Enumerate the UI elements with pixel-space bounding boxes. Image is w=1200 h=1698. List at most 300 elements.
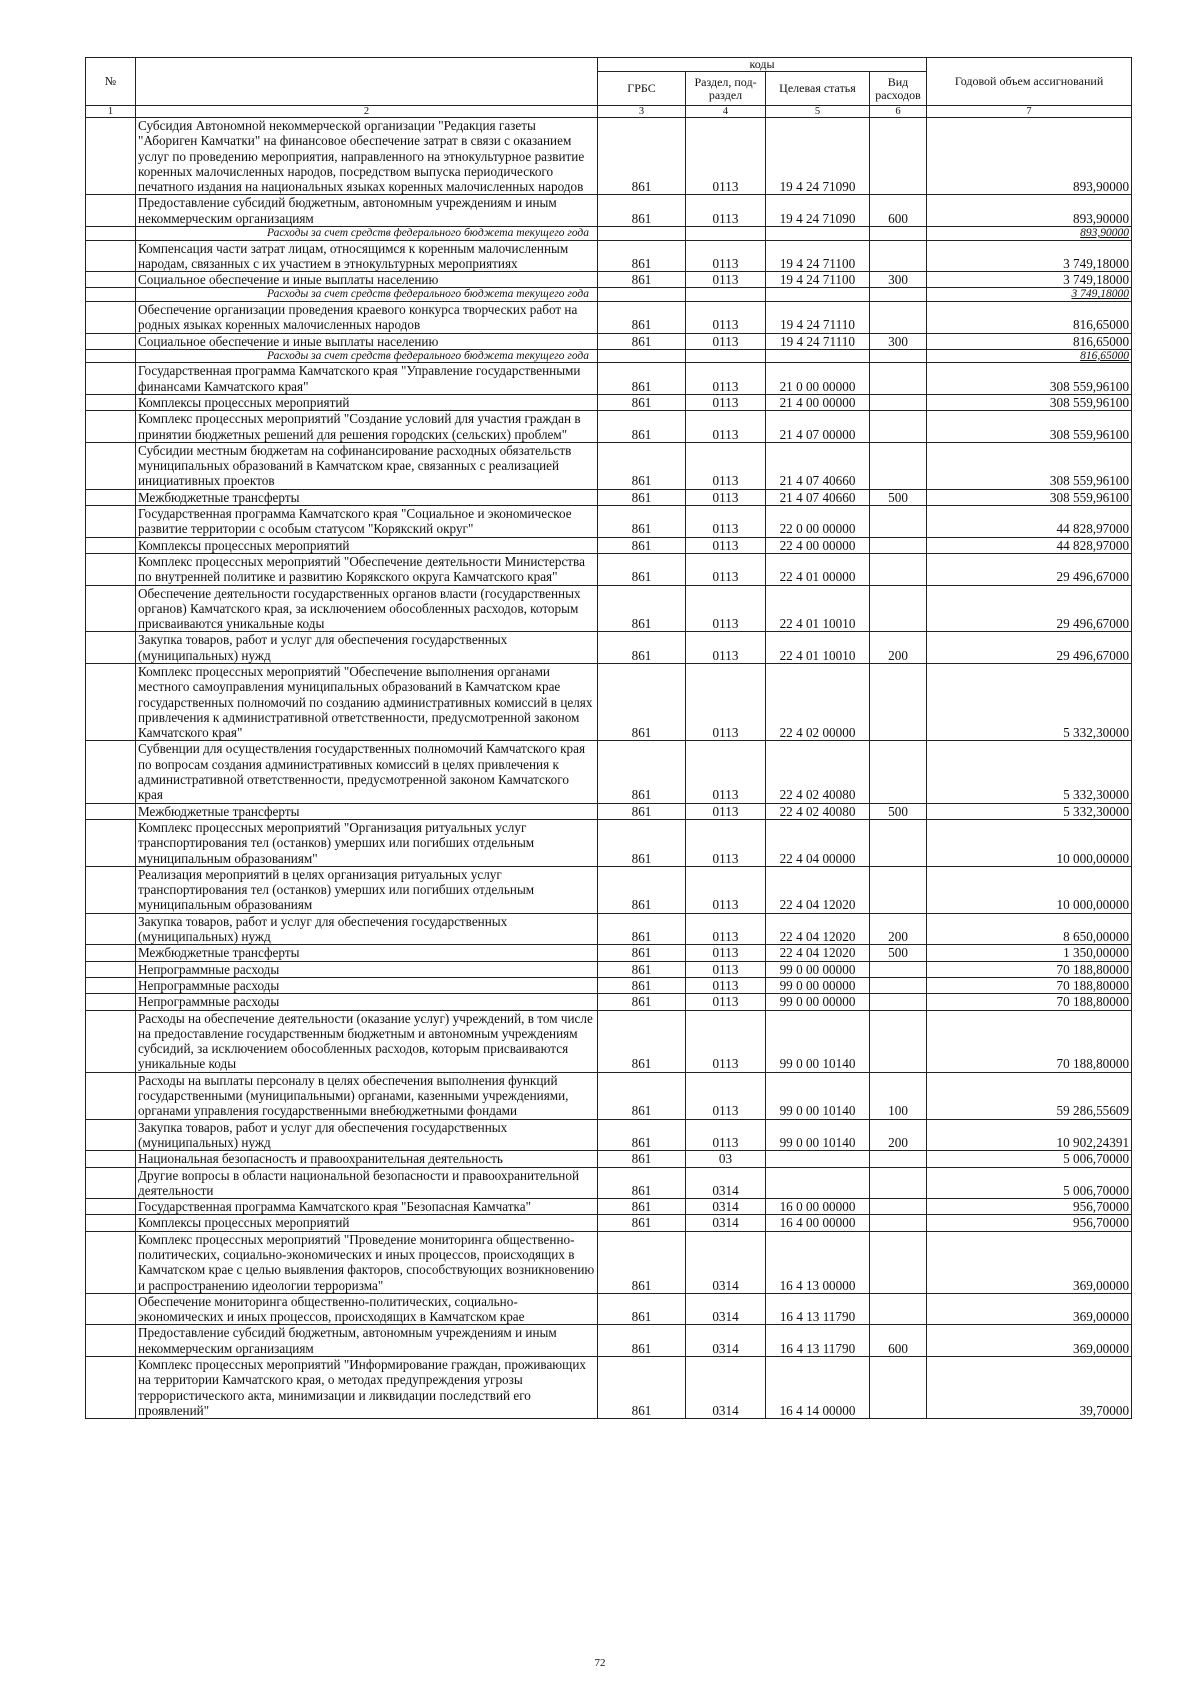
cell-grbs: 861 bbox=[598, 1199, 686, 1215]
table-row bbox=[86, 1010, 1132, 1072]
cell-amount: 369,00000 bbox=[927, 1231, 1132, 1293]
cell-grbs: 861 bbox=[598, 961, 686, 977]
cell-num bbox=[86, 1119, 136, 1151]
cell-name: Межбюджетные трансферты bbox=[136, 803, 598, 819]
budget-table bbox=[85, 57, 1132, 1419]
cell-amount: 5 332,30000 bbox=[927, 803, 1132, 819]
cell-num bbox=[86, 819, 136, 866]
cell-name: Компенсация части затрат лицам, относящимся к коренным малочисленным народам, связанных с их участием в этнокультурных мероприятиях bbox=[136, 240, 598, 272]
table-row bbox=[86, 945, 1132, 961]
cell-type bbox=[870, 977, 927, 993]
table-row bbox=[86, 1119, 1132, 1151]
cell-amount: 893,90000 bbox=[927, 227, 1132, 241]
cell-num bbox=[86, 994, 136, 1010]
cell-type: 500 bbox=[870, 803, 927, 819]
cell-name: Комплекс процессных мероприятий "Обеспечение выполнения органами местного самоуправления муниципальных образований в Камчатском крае государственных полномочий по созданию административных комиссий в целях привлечения к административной ответственности, предусмотренной законом Камчатского края" bbox=[136, 664, 598, 741]
cell-num bbox=[86, 977, 136, 993]
table-row bbox=[86, 913, 1132, 945]
cell-grbs: 861 bbox=[598, 632, 686, 664]
table-row bbox=[86, 994, 1132, 1010]
table-row bbox=[86, 537, 1132, 553]
cell-num bbox=[86, 195, 136, 227]
cell-amount: 5 006,70000 bbox=[927, 1167, 1132, 1199]
cell-num bbox=[86, 301, 136, 333]
cell-amount: 369,00000 bbox=[927, 1293, 1132, 1325]
table-row bbox=[86, 411, 1132, 443]
cell-amount: 70 188,80000 bbox=[927, 1010, 1132, 1072]
cell-target: 16 4 13 11790 bbox=[766, 1325, 870, 1357]
table-row bbox=[86, 1325, 1132, 1357]
cell-section: 0113 bbox=[686, 272, 766, 288]
cell-name: Социальное обеспечение и иные выплаты населению bbox=[136, 272, 598, 288]
cell-section: 0113 bbox=[686, 819, 766, 866]
cell-num bbox=[86, 118, 136, 195]
cell-type: 500 bbox=[870, 489, 927, 505]
cell-name: Непрограммные расходы bbox=[136, 977, 598, 993]
cell-amount: 5 332,30000 bbox=[927, 741, 1132, 803]
cell-type bbox=[870, 301, 927, 333]
cell-num bbox=[86, 866, 136, 913]
cell-grbs: 861 bbox=[598, 994, 686, 1010]
cell-target: 19 4 24 71100 bbox=[766, 240, 870, 272]
cell-grbs: 861 bbox=[598, 1231, 686, 1293]
cell-target: 22 4 04 00000 bbox=[766, 819, 870, 866]
cell-grbs: 861 bbox=[598, 506, 686, 538]
cell-grbs: 861 bbox=[598, 537, 686, 553]
cell-amount: 893,90000 bbox=[927, 118, 1132, 195]
table-row bbox=[86, 1293, 1132, 1325]
cell-target: 99 0 00 10140 bbox=[766, 1119, 870, 1151]
cell-section: 0314 bbox=[686, 1199, 766, 1215]
cell-target: 16 4 13 00000 bbox=[766, 1231, 870, 1293]
cell-num bbox=[86, 1167, 136, 1199]
cell-num bbox=[86, 363, 136, 395]
cell-type bbox=[870, 442, 927, 489]
cell-amount: 44 828,97000 bbox=[927, 537, 1132, 553]
cell-name: Субвенции для осуществления государственных полномочий Камчатского края по вопросам создания административных комиссий в целях привлечения к административной ответственности, предусмотренной законом Камчатского края bbox=[136, 741, 598, 803]
cell-section: 0113 bbox=[686, 1119, 766, 1151]
cell-target: 22 4 02 00000 bbox=[766, 664, 870, 741]
table-row bbox=[86, 741, 1132, 803]
cell-num bbox=[86, 411, 136, 443]
cell-type: 600 bbox=[870, 1325, 927, 1357]
cell-target: 21 4 07 40660 bbox=[766, 489, 870, 505]
cell-num bbox=[86, 537, 136, 553]
header-num: № bbox=[86, 58, 136, 106]
cell-num bbox=[86, 1151, 136, 1167]
table-row bbox=[86, 819, 1132, 866]
cell-grbs: 861 bbox=[598, 819, 686, 866]
cell-grbs bbox=[598, 349, 686, 363]
cell-num bbox=[86, 741, 136, 803]
cell-num bbox=[86, 1293, 136, 1325]
cell-num bbox=[86, 288, 136, 302]
col-number: 4 bbox=[686, 106, 766, 118]
cell-section: 0113 bbox=[686, 506, 766, 538]
header-target: Целевая статья bbox=[766, 72, 870, 106]
table-body bbox=[86, 118, 1132, 1419]
cell-name: Субсидии местным бюджетам на софинансирование расходных обязательств муниципальных образований в Камчатском крае, связанных с реализацией инициативных проектов bbox=[136, 442, 598, 489]
cell-section: 0113 bbox=[686, 195, 766, 227]
cell-section: 03 bbox=[686, 1151, 766, 1167]
cell-name: Государственная программа Камчатского края "Безопасная Камчатка" bbox=[136, 1199, 598, 1215]
table-row bbox=[86, 1357, 1132, 1419]
cell-target: 22 4 00 00000 bbox=[766, 537, 870, 553]
cell-name: Комплексы процессных мероприятий bbox=[136, 537, 598, 553]
col-number: 7 bbox=[927, 106, 1132, 118]
table-row bbox=[86, 363, 1132, 395]
cell-target: 22 4 04 12020 bbox=[766, 913, 870, 945]
header-grbs: ГРБС bbox=[598, 72, 686, 106]
cell-section: 0113 bbox=[686, 553, 766, 585]
table-row bbox=[86, 961, 1132, 977]
cell-type bbox=[870, 118, 927, 195]
table-header bbox=[86, 58, 1132, 118]
cell-name: Закупка товаров, работ и услуг для обеспечения государственных (муниципальных) нужд bbox=[136, 1119, 598, 1151]
table-row bbox=[86, 585, 1132, 632]
cell-type bbox=[870, 1215, 927, 1231]
cell-section: 0113 bbox=[686, 945, 766, 961]
cell-num bbox=[86, 1215, 136, 1231]
cell-grbs: 861 bbox=[598, 1072, 686, 1119]
cell-grbs: 861 bbox=[598, 411, 686, 443]
cell-grbs: 861 bbox=[598, 1325, 686, 1357]
cell-num bbox=[86, 585, 136, 632]
cell-target: 19 4 24 71090 bbox=[766, 195, 870, 227]
cell-section: 0314 bbox=[686, 1231, 766, 1293]
cell-amount: 5 006,70000 bbox=[927, 1151, 1132, 1167]
table-row bbox=[86, 272, 1132, 288]
table-row bbox=[86, 394, 1132, 410]
cell-type bbox=[870, 1231, 927, 1293]
cell-section: 0113 bbox=[686, 363, 766, 395]
cell-target: 21 4 07 00000 bbox=[766, 411, 870, 443]
cell-type bbox=[870, 553, 927, 585]
cell-grbs: 861 bbox=[598, 1357, 686, 1419]
col-number: 5 bbox=[766, 106, 870, 118]
cell-type: 600 bbox=[870, 195, 927, 227]
header-amount: Годовой объем ассигнований bbox=[927, 58, 1132, 106]
cell-num bbox=[86, 664, 136, 741]
cell-name: Обеспечение мониторинга общественно-политических, социально-экономических и иных процессов, происходящих в Камчатском крае bbox=[136, 1293, 598, 1325]
table-row bbox=[86, 803, 1132, 819]
cell-amount: 59 286,55609 bbox=[927, 1072, 1132, 1119]
cell-amount: 70 188,80000 bbox=[927, 961, 1132, 977]
cell-section: 0113 bbox=[686, 994, 766, 1010]
cell-type bbox=[870, 349, 927, 363]
cell-target: 99 0 00 10140 bbox=[766, 1072, 870, 1119]
cell-grbs: 861 bbox=[598, 363, 686, 395]
col-number: 2 bbox=[136, 106, 598, 118]
cell-section: 0113 bbox=[686, 333, 766, 349]
cell-section: 0113 bbox=[686, 1072, 766, 1119]
cell-grbs: 861 bbox=[598, 1010, 686, 1072]
table-row bbox=[86, 240, 1132, 272]
cell-target: 19 4 24 71110 bbox=[766, 301, 870, 333]
cell-name: Другие вопросы в области национальной безопасности и правоохранительной деятельности bbox=[136, 1167, 598, 1199]
cell-type: 200 bbox=[870, 632, 927, 664]
cell-target: 16 4 00 00000 bbox=[766, 1215, 870, 1231]
cell-amount: 956,70000 bbox=[927, 1199, 1132, 1215]
cell-section: 0113 bbox=[686, 741, 766, 803]
cell-amount: 10 902,24391 bbox=[927, 1119, 1132, 1151]
cell-type bbox=[870, 240, 927, 272]
cell-name: Межбюджетные трансферты bbox=[136, 489, 598, 505]
cell-num bbox=[86, 1357, 136, 1419]
cell-amount: 39,70000 bbox=[927, 1357, 1132, 1419]
cell-amount: 308 559,96100 bbox=[927, 363, 1132, 395]
cell-amount: 70 188,80000 bbox=[927, 977, 1132, 993]
cell-amount: 308 559,96100 bbox=[927, 411, 1132, 443]
cell-grbs: 861 bbox=[598, 1151, 686, 1167]
cell-grbs: 861 bbox=[598, 913, 686, 945]
cell-section: 0113 bbox=[686, 442, 766, 489]
cell-amount: 8 650,00000 bbox=[927, 913, 1132, 945]
cell-target: 99 0 00 00000 bbox=[766, 994, 870, 1010]
table-row bbox=[86, 301, 1132, 333]
cell-num bbox=[86, 1325, 136, 1357]
table-row bbox=[86, 1151, 1132, 1167]
cell-section: 0113 bbox=[686, 866, 766, 913]
cell-name: Предоставление субсидий бюджетным, автономным учреждениям и иным некоммерческим организациям bbox=[136, 195, 598, 227]
cell-section: 0113 bbox=[686, 537, 766, 553]
table-row bbox=[86, 118, 1132, 195]
cell-section: 0113 bbox=[686, 240, 766, 272]
cell-target: 22 4 02 40080 bbox=[766, 741, 870, 803]
cell-grbs: 861 bbox=[598, 977, 686, 993]
cell-type bbox=[870, 741, 927, 803]
cell-grbs: 861 bbox=[598, 553, 686, 585]
header-section: Раздел, под-раздел bbox=[686, 72, 766, 106]
cell-target: 21 4 00 00000 bbox=[766, 394, 870, 410]
cell-type bbox=[870, 1167, 927, 1199]
cell-target: 21 4 07 40660 bbox=[766, 442, 870, 489]
cell-name: Государственная программа Камчатского края "Управление государственными финансами Камчатского края" bbox=[136, 363, 598, 395]
table-row bbox=[86, 506, 1132, 538]
cell-target: 99 0 00 00000 bbox=[766, 961, 870, 977]
cell-name: Комплекс процессных мероприятий "Обеспечение деятельности Министерства по внутренней политике и развитию Корякского округа Камчатского края" bbox=[136, 553, 598, 585]
cell-amount: 10 000,00000 bbox=[927, 866, 1132, 913]
cell-type bbox=[870, 585, 927, 632]
cell-amount: 29 496,67000 bbox=[927, 553, 1132, 585]
cell-section: 0113 bbox=[686, 394, 766, 410]
cell-section: 0113 bbox=[686, 1010, 766, 1072]
cell-target: 16 0 00 00000 bbox=[766, 1199, 870, 1215]
cell-section: 0314 bbox=[686, 1325, 766, 1357]
cell-name: Непрограммные расходы bbox=[136, 994, 598, 1010]
cell-num bbox=[86, 632, 136, 664]
cell-type bbox=[870, 1010, 927, 1072]
cell-section: 0113 bbox=[686, 411, 766, 443]
cell-amount: 308 559,96100 bbox=[927, 489, 1132, 505]
cell-grbs: 861 bbox=[598, 585, 686, 632]
cell-amount: 816,65000 bbox=[927, 301, 1132, 333]
cell-target: 22 4 04 12020 bbox=[766, 866, 870, 913]
cell-target: 19 4 24 71090 bbox=[766, 118, 870, 195]
cell-target bbox=[766, 288, 870, 302]
cell-target: 21 0 00 00000 bbox=[766, 363, 870, 395]
cell-section bbox=[686, 349, 766, 363]
cell-type bbox=[870, 1199, 927, 1215]
cell-num bbox=[86, 394, 136, 410]
cell-type bbox=[870, 866, 927, 913]
cell-amount: 3 749,18000 bbox=[927, 288, 1132, 302]
cell-type bbox=[870, 1151, 927, 1167]
table-row bbox=[86, 1231, 1132, 1293]
cell-num bbox=[86, 227, 136, 241]
col-number: 3 bbox=[598, 106, 686, 118]
cell-amount: 3 749,18000 bbox=[927, 272, 1132, 288]
cell-target: 16 4 14 00000 bbox=[766, 1357, 870, 1419]
cell-type bbox=[870, 994, 927, 1010]
table-row bbox=[86, 1199, 1132, 1215]
cell-name: Предоставление субсидий бюджетным, автономным учреждениям и иным некоммерческим организациям bbox=[136, 1325, 598, 1357]
cell-name: Социальное обеспечение и иные выплаты населению bbox=[136, 333, 598, 349]
cell-section: 0113 bbox=[686, 585, 766, 632]
cell-type: 300 bbox=[870, 333, 927, 349]
cell-grbs: 861 bbox=[598, 803, 686, 819]
cell-section: 0113 bbox=[686, 301, 766, 333]
cell-amount: 5 332,30000 bbox=[927, 664, 1132, 741]
cell-name: Расходы за счет средств федерального бюджета текущего года bbox=[136, 349, 598, 363]
cell-type bbox=[870, 1357, 927, 1419]
cell-type: 200 bbox=[870, 913, 927, 945]
table-row bbox=[86, 977, 1132, 993]
cell-num bbox=[86, 442, 136, 489]
cell-grbs: 861 bbox=[598, 664, 686, 741]
cell-type bbox=[870, 363, 927, 395]
cell-grbs bbox=[598, 288, 686, 302]
cell-section: 0113 bbox=[686, 803, 766, 819]
cell-section: 0314 bbox=[686, 1167, 766, 1199]
table-row bbox=[86, 1167, 1132, 1199]
cell-name: Комплекс процессных мероприятий "Организация ритуальных услуг транспортирования тел (останков) умерших или погибших отдельным муниципальным образованиям" bbox=[136, 819, 598, 866]
header-type: Вид расходов bbox=[870, 72, 927, 106]
cell-type bbox=[870, 664, 927, 741]
cell-section: 0314 bbox=[686, 1293, 766, 1325]
cell-grbs: 861 bbox=[598, 1293, 686, 1325]
cell-num bbox=[86, 945, 136, 961]
cell-grbs: 861 bbox=[598, 442, 686, 489]
cell-name: Расходы за счет средств федерального бюджета текущего года bbox=[136, 227, 598, 241]
cell-num bbox=[86, 553, 136, 585]
cell-type bbox=[870, 961, 927, 977]
cell-grbs: 861 bbox=[598, 301, 686, 333]
cell-num bbox=[86, 489, 136, 505]
cell-target: 19 4 24 71100 bbox=[766, 272, 870, 288]
cell-grbs: 861 bbox=[598, 489, 686, 505]
cell-grbs: 861 bbox=[598, 272, 686, 288]
cell-section: 0113 bbox=[686, 632, 766, 664]
cell-amount: 816,65000 bbox=[927, 349, 1132, 363]
table-row-federal-note bbox=[86, 227, 1132, 241]
cell-target: 22 4 01 10010 bbox=[766, 585, 870, 632]
cell-grbs: 861 bbox=[598, 866, 686, 913]
cell-section: 0113 bbox=[686, 977, 766, 993]
table-row bbox=[86, 333, 1132, 349]
cell-num bbox=[86, 272, 136, 288]
cell-amount: 29 496,67000 bbox=[927, 585, 1132, 632]
cell-type bbox=[870, 227, 927, 241]
cell-name: Государственная программа Камчатского края "Социальное и экономическое развитие территории с особым статусом "Корякский округ" bbox=[136, 506, 598, 538]
table-row bbox=[86, 664, 1132, 741]
cell-name: Комплексы процессных мероприятий bbox=[136, 1215, 598, 1231]
cell-section: 0113 bbox=[686, 664, 766, 741]
cell-grbs: 861 bbox=[598, 118, 686, 195]
cell-section bbox=[686, 288, 766, 302]
cell-target: 16 4 13 11790 bbox=[766, 1293, 870, 1325]
cell-type bbox=[870, 506, 927, 538]
cell-type bbox=[870, 819, 927, 866]
cell-amount: 308 559,96100 bbox=[927, 394, 1132, 410]
cell-target: 19 4 24 71110 bbox=[766, 333, 870, 349]
cell-target: 99 0 00 00000 bbox=[766, 977, 870, 993]
cell-target: 22 4 01 00000 bbox=[766, 553, 870, 585]
cell-grbs bbox=[598, 227, 686, 241]
col-number: 6 bbox=[870, 106, 927, 118]
table-row bbox=[86, 1215, 1132, 1231]
cell-amount: 893,90000 bbox=[927, 195, 1132, 227]
cell-grbs: 861 bbox=[598, 1167, 686, 1199]
cell-amount: 308 559,96100 bbox=[927, 442, 1132, 489]
cell-grbs: 861 bbox=[598, 240, 686, 272]
header-name bbox=[136, 58, 598, 106]
cell-section: 0314 bbox=[686, 1357, 766, 1419]
cell-num bbox=[86, 506, 136, 538]
cell-type: 200 bbox=[870, 1119, 927, 1151]
cell-target bbox=[766, 349, 870, 363]
cell-num bbox=[86, 961, 136, 977]
cell-section: 0113 bbox=[686, 118, 766, 195]
cell-name: Реализация мероприятий в целях организация ритуальных услуг транспортирования тел (останков) умерших или погибших отдельным муниципальным образованиям bbox=[136, 866, 598, 913]
cell-section: 0113 bbox=[686, 961, 766, 977]
cell-grbs: 861 bbox=[598, 195, 686, 227]
cell-name: Расходы за счет средств федерального бюджета текущего года bbox=[136, 288, 598, 302]
table-row bbox=[86, 553, 1132, 585]
cell-name: Закупка товаров, работ и услуг для обеспечения государственных (муниципальных) нужд bbox=[136, 913, 598, 945]
cell-num bbox=[86, 803, 136, 819]
cell-type bbox=[870, 537, 927, 553]
cell-grbs: 861 bbox=[598, 333, 686, 349]
cell-name: Субсидия Автономной некоммерческой организации "Редакция газеты "Абориген Камчатки" на финансовое обеспечение затрат в связи с оказанием услуг по проведению мероприятия, направленного на этнокультурное развитие коренных малочисленных народов, посредством выпуска периодического печатного издания на национальных языках коренных малочисленных народов bbox=[136, 118, 598, 195]
cell-section bbox=[686, 227, 766, 241]
cell-type bbox=[870, 288, 927, 302]
cell-amount: 956,70000 bbox=[927, 1215, 1132, 1231]
cell-target: 99 0 00 10140 bbox=[766, 1010, 870, 1072]
cell-section: 0113 bbox=[686, 489, 766, 505]
cell-amount: 70 188,80000 bbox=[927, 994, 1132, 1010]
cell-amount: 29 496,67000 bbox=[927, 632, 1132, 664]
cell-amount: 44 828,97000 bbox=[927, 506, 1132, 538]
table-row bbox=[86, 195, 1132, 227]
cell-type bbox=[870, 1293, 927, 1325]
cell-grbs: 861 bbox=[598, 394, 686, 410]
cell-name: Закупка товаров, работ и услуг для обеспечения государственных (муниципальных) нужд bbox=[136, 632, 598, 664]
cell-num bbox=[86, 240, 136, 272]
cell-type bbox=[870, 394, 927, 410]
cell-section: 0314 bbox=[686, 1215, 766, 1231]
cell-name: Обеспечение организации проведения краевого конкурса творческих работ на родных языках коренных малочисленных народов bbox=[136, 301, 598, 333]
page-number: 72 bbox=[594, 1657, 606, 1669]
cell-section: 0113 bbox=[686, 913, 766, 945]
cell-type: 100 bbox=[870, 1072, 927, 1119]
cell-grbs: 861 bbox=[598, 1119, 686, 1151]
table-row bbox=[86, 866, 1132, 913]
cell-name: Расходы на выплаты персоналу в целях обеспечения выполнения функций государственными (муниципальными) органами, казенными учреждениями, органами управления государственными внебюджетными фондами bbox=[136, 1072, 598, 1119]
cell-type bbox=[870, 411, 927, 443]
cell-amount: 10 000,00000 bbox=[927, 819, 1132, 866]
cell-target bbox=[766, 1151, 870, 1167]
